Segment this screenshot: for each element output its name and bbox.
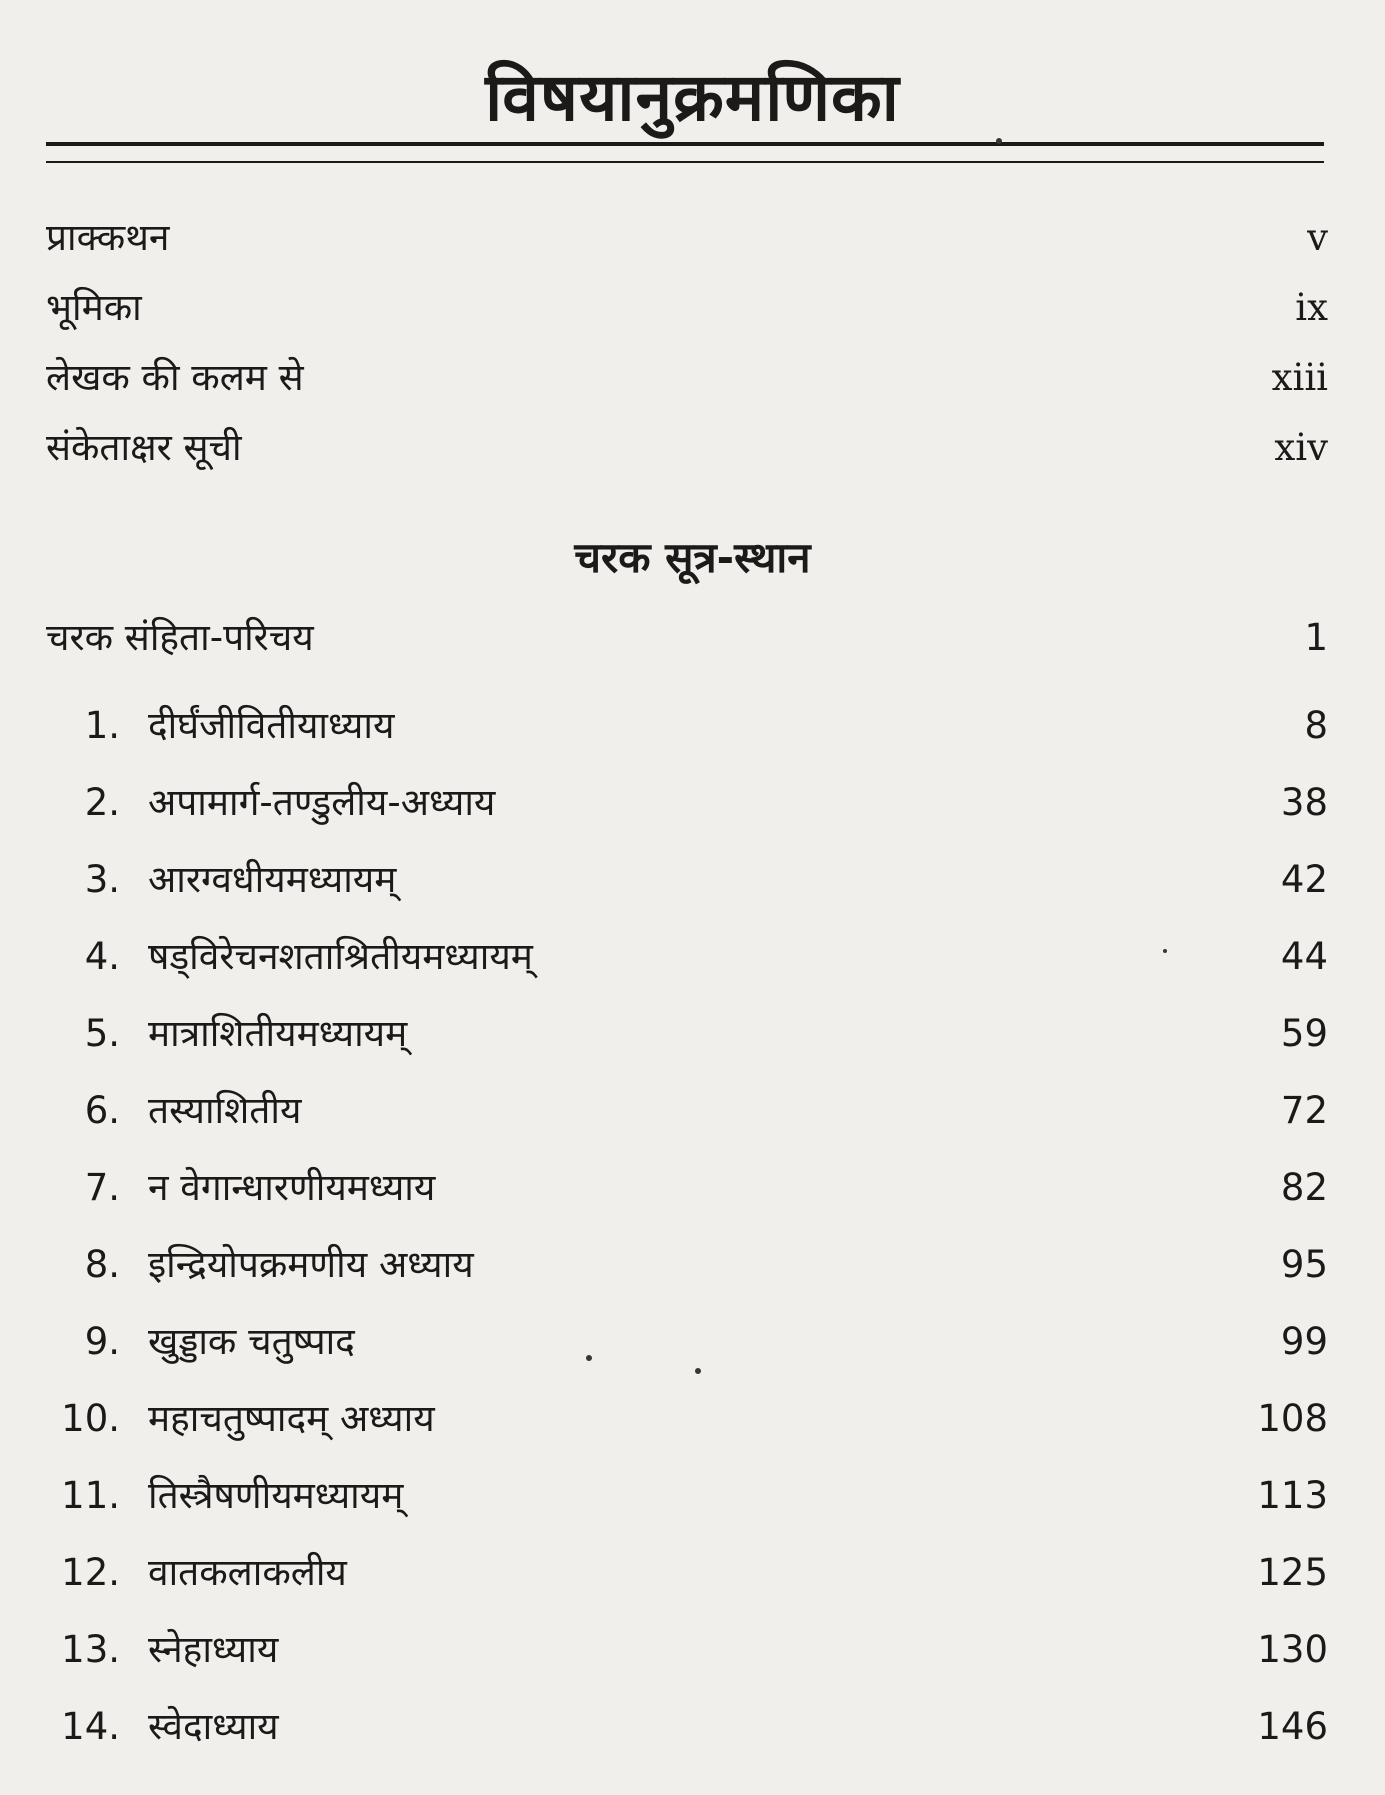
entry-page-number: 8 — [1304, 704, 1328, 747]
chapter-number: 3. — [84, 858, 120, 901]
chapter-number: 10. — [61, 1397, 120, 1440]
title-rule-thick — [46, 142, 1324, 146]
title-rule-thin — [46, 161, 1324, 163]
entry-page-number: 95 — [1280, 1243, 1328, 1286]
print-speck — [1163, 949, 1167, 953]
entry-page-number: 38 — [1280, 781, 1328, 824]
toc-entry-front-2[interactable] — [46, 280, 1328, 336]
entry-label: प्राक्कथन — [46, 216, 170, 259]
chapter-title: तिस्त्रैषणीयमध्यायम् — [148, 1474, 404, 1517]
chapter-title: मात्राशितीयमध्यायम् — [148, 1012, 408, 1055]
entry-page-number: xiv — [1274, 426, 1328, 469]
entry-page-number: 82 — [1280, 1166, 1328, 1209]
entry-label: लेखक की कलम से — [46, 356, 304, 399]
entry-page-number: v — [1307, 216, 1328, 259]
entry-page-number: 42 — [1280, 858, 1328, 901]
chapter-number: 8. — [84, 1243, 120, 1286]
toc-entry-front-1[interactable] — [46, 210, 1328, 266]
toc-entry-chapter-4[interactable] — [46, 929, 1328, 985]
toc-entry-chapter-13[interactable] — [46, 1622, 1328, 1678]
entry-page-number: 99 — [1280, 1320, 1328, 1363]
entry-page-number: 108 — [1257, 1397, 1328, 1440]
chapter-number: 11. — [61, 1474, 120, 1517]
chapter-number: 9. — [84, 1320, 120, 1363]
toc-entry-chapter-14[interactable] — [46, 1699, 1328, 1755]
chapter-title: महाचतुष्पादम् अध्याय — [148, 1397, 435, 1440]
chapter-number: 5. — [84, 1012, 120, 1055]
print-speck — [586, 1355, 592, 1361]
toc-entry-chapter-10[interactable] — [46, 1391, 1328, 1447]
entry-page-number: 130 — [1257, 1628, 1328, 1671]
toc-entry-chapter-12[interactable] — [46, 1545, 1328, 1601]
chapter-title: षड्विरेचनशताश्रितीयमध्यायम् — [148, 935, 533, 978]
toc-entry-front-3[interactable] — [46, 350, 1328, 406]
page-title: विषयानुक्रमणिका — [485, 59, 900, 136]
toc-entry-chapter-8[interactable] — [46, 1237, 1328, 1293]
print-speck — [996, 138, 1002, 144]
entry-page-number: 59 — [1280, 1012, 1328, 1055]
chapter-number: 6. — [84, 1089, 120, 1132]
chapter-title: न वेगान्धारणीयमध्याय — [148, 1166, 436, 1209]
chapter-number: 13. — [61, 1628, 120, 1671]
chapter-title: स्नेहाध्याय — [148, 1628, 279, 1671]
toc-entry-chapter-7[interactable] — [46, 1160, 1328, 1216]
toc-entry-chapter-1[interactable] — [46, 698, 1328, 754]
chapter-number: 2. — [84, 781, 120, 824]
toc-entry-chapter-9[interactable] — [46, 1314, 1328, 1370]
chapter-number: 4. — [84, 935, 120, 978]
entry-label: चरक संहिता-परिचय — [46, 616, 314, 659]
chapter-title: वातकलाकलीय — [148, 1551, 347, 1594]
chapter-title: अपामार्ग-तण्डुलीय-अध्याय — [148, 781, 496, 824]
entry-page-number: 1 — [1304, 616, 1328, 659]
section-heading: चरक सूत्र-स्थान — [574, 533, 811, 582]
toc-entry-front-4[interactable] — [46, 420, 1328, 476]
chapter-number: 1. — [84, 704, 120, 747]
chapter-number: 14. — [61, 1705, 120, 1748]
chapter-title: आरग्वधीयमध्यायम् — [148, 858, 397, 901]
chapter-title: तस्याशितीय — [148, 1089, 302, 1132]
chapter-title: इन्द्रियोपक्रमणीय अध्याय — [148, 1243, 474, 1286]
chapter-title: दीर्घंजीवितीयाध्याय — [148, 704, 395, 747]
chapter-number: 12. — [61, 1551, 120, 1594]
toc-entry-intro[interactable] — [46, 610, 1328, 666]
entry-page-number: 113 — [1257, 1474, 1328, 1517]
entry-page-number: xiii — [1271, 356, 1328, 399]
entry-page-number: 72 — [1280, 1089, 1328, 1132]
entry-page-number: 125 — [1257, 1551, 1328, 1594]
chapter-number: 7. — [84, 1166, 120, 1209]
chapter-title: स्वेदाध्याय — [148, 1705, 279, 1748]
toc-entry-chapter-6[interactable] — [46, 1083, 1328, 1139]
entry-page-number: 44 — [1280, 935, 1328, 978]
toc-entry-chapter-5[interactable] — [46, 1006, 1328, 1062]
entry-label: संकेताक्षर सूची — [46, 426, 242, 469]
print-speck — [695, 1368, 701, 1374]
entry-page-number: 146 — [1257, 1705, 1328, 1748]
entry-label: भूमिका — [46, 286, 142, 329]
toc-entry-chapter-2[interactable] — [46, 775, 1328, 831]
chapter-title: खुड्डाक चतुष्पाद — [148, 1320, 355, 1363]
toc-entry-chapter-3[interactable] — [46, 852, 1328, 908]
toc-entry-chapter-11[interactable] — [46, 1468, 1328, 1524]
entry-page-number: ix — [1295, 286, 1328, 329]
